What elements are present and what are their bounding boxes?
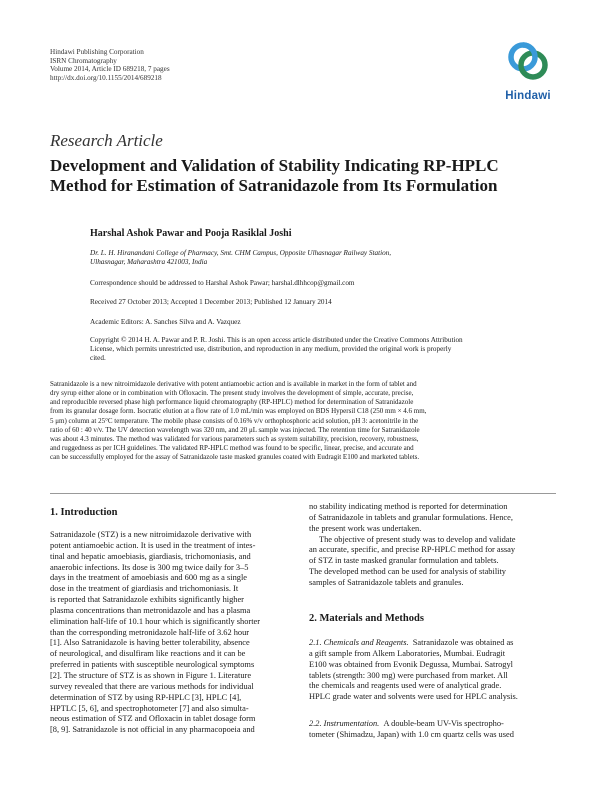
title-line: Method for Estimation of Satranidazole from Its Formulation [50, 176, 498, 195]
body-line: tablets (strength: 300 mg) were purchased from market. All [309, 670, 508, 680]
publisher-name: Hindawi Publishing Corporation [50, 48, 144, 56]
body-line: preferred in patients with susceptible neurological symptoms [50, 660, 255, 670]
body-line: Satranidazole (STZ) is a new nitroimidazole derivative with [50, 530, 252, 539]
body-line: an accurate, specific, and precise RP-HPLC method for assay [309, 545, 516, 555]
body-line [309, 638, 556, 649]
volume-info: Volume 2014, Article ID 689218, 7 pages [50, 65, 170, 74]
body-line: [2]. The structure of STZ is as shown in Figure 1. Literature [50, 670, 252, 680]
abstract-line: from its granular dosage form. Isocratic elution at a flow rate of 1.0 mL/min was employed on BDS Hypersil C18 (250 mm × 4.6 mm, [50, 407, 427, 416]
title-line: Development and Validation of Stability Indicating RP-HPLC [50, 156, 499, 175]
body-line: [1]. Also Satranidazole is having better tolerability, absence [50, 638, 250, 648]
subsection-heading: 2.2. Instrumentation. [309, 719, 380, 728]
introduction-body [50, 530, 295, 736]
body-line: a gift sample from Alkem Laboratories, Mumbai. Eudragit [309, 648, 506, 658]
body-line: samples of Satranidazole tablets and granules. [309, 577, 464, 587]
body-line: than the corresponding metronidazole half-life of 3.62 hour [50, 627, 250, 637]
chemicals-reagents-section [309, 638, 556, 703]
copyright-notice [90, 336, 560, 363]
abstract-line: ratio of 60 : 40 v/v. The UV detection wavelength was 320 nm, and 20 μL sample was injected. The retention time for Satranidazole [50, 425, 420, 434]
author-list: Harshal Ashok Pawar and Pooja Rasiklal Joshi [90, 228, 292, 239]
copyright-line: Copyright © 2014 H. A. Pawar and P. R. Joshi. This is an open access article distributed under the Creative Commons Attribution [90, 336, 463, 344]
right-column-intro [309, 502, 556, 589]
body-line: is reported that Satranidazole exhibits significantly higher [50, 595, 244, 605]
academic-editors: Academic Editors: A. Sanches Silva and A. Vazquez [90, 318, 241, 326]
abstract-line: and reproducible reversed phase high performance liquid chromatography (RP-HPLC) method for determination of Satranidazole [50, 398, 414, 407]
body-line: elimination half-life of 10.1 hour which is significantly shorter [50, 616, 261, 626]
body-line: The objective of present study was to develop and validate [319, 534, 516, 544]
body-line: no stability indicating method is reported for determination [309, 502, 508, 511]
body-line: HPTLC [5, 6], and spectrophotometer [7] and also simulta- [50, 703, 249, 713]
body-line: of Satranidazole in tablets and granular formulations. Hence, [309, 512, 513, 522]
affiliation-line: Ulhasnagar, Maharashtra 421003, India [90, 258, 208, 266]
correspondence: Correspondence should be addressed to Harshal Ashok Pawar; harshal.dlhhcop@gmail.com [90, 279, 355, 287]
introduction-heading: 1. Introduction [50, 507, 118, 518]
abstract [50, 380, 570, 462]
body-line: The developed method can be used for analysis of stability [309, 567, 506, 577]
body-line: survey revealed that there are various methods for individual [50, 681, 254, 691]
body-line: dose in the treatment of giardiasis and trichomoniasis. It [50, 584, 239, 594]
materials-methods-heading: 2. Materials and Methods [309, 613, 424, 624]
body-line: days in the treatment of amoebiasis and 600 mg as a single [50, 573, 247, 583]
abstract-line: can be successfully employed for the assay of Satranidazole taste masked granules coated with Eudragit E100 and marketed tablets. [50, 453, 420, 462]
body-line: tometer (Shimadzu, Japan) with 1.0 cm quartz cells was used [309, 729, 514, 739]
body-line: the present work was undertaken. [309, 523, 422, 533]
paper-title [50, 156, 570, 196]
logo-wordmark: Hindawi [505, 90, 551, 102]
body-line: E100 was obtained from Evonik Degussa, Mumbai. Satrogyl [309, 659, 513, 669]
body-line: determination of STZ by using RP-HPLC [3], HPLC [4], [50, 692, 242, 702]
abstract-line: Satranidazole is a new nitroimidazole derivative with potent antiamoebic action and is available in market in the form of tablet and [50, 380, 417, 388]
body-line [309, 719, 556, 730]
body-line: plasma concentrations than metronidazole and has a plasma [50, 605, 251, 615]
body-line: potent antiamoebic action. It is used in the treatment of intes- [50, 540, 256, 550]
body-line: HPLC grade water and solvents were used for HPLC analysis. [309, 692, 518, 702]
body-line-text: Satranidazole was obtained as [412, 638, 514, 647]
abstract-line: and ruggedness as per ICH guidelines. The validated RP-HPLC method was found to be specific, linear, precise, and accurate and [50, 444, 414, 453]
abstract-line: dry syrup either alone or in combination with Ofloxacin. The present study involves the development of simple, accurate, precise, [50, 389, 414, 398]
journal-name: ISRN Chromatography [50, 56, 117, 65]
hindawi-logo-icon [502, 34, 554, 88]
body-line-text: A double-beam UV-Vis spectropho- [383, 719, 504, 728]
affiliation [90, 249, 510, 267]
body-line: neous estimation of STZ and Ofloxacin in tablet dosage form [50, 714, 256, 724]
journal-header [50, 48, 170, 82]
body-line: anaerobic infections. Its dose is 300 mg twice daily for 3–5 [50, 562, 249, 572]
instrumentation-section [309, 719, 556, 741]
copyright-line: cited. [90, 354, 106, 362]
subsection-heading: 2.1. Chemicals and Reagents. [309, 638, 409, 647]
abstract-line: was about 4.3 minutes. The method was validated for various parameters such as system suitability, precision, recovery, robustness, [50, 434, 419, 443]
copyright-line: License, which permits unrestricted use, distribution, and reproduction in any medium, provided the original work is properly [90, 345, 452, 353]
body-line: of STZ in taste masked granular formulation and tablets. [309, 556, 499, 566]
body-line: of neurological, and disulfiram like reactions and it can be [50, 649, 246, 659]
article-type: Research Article [50, 131, 163, 150]
body-line: tinal and hepatic amoebiasis, giardiasis, trichomoniasis, and [50, 551, 251, 561]
affiliation-line: Dr. L. H. Hiranandani College of Pharmacy, Smt. CHM Campus, Opposite Ulhasnagar Railway Station, [90, 249, 392, 257]
doi-link[interactable]: http://dx.doi.org/10.1155/2014/689218 [50, 73, 162, 82]
publication-dates: Received 27 October 2013; Accepted 1 December 2013; Published 12 January 2014 [90, 298, 332, 306]
hindawi-logo [502, 34, 554, 104]
body-line: [8, 9]. Satranidazole is not official in any pharmacopoeia and [50, 725, 255, 735]
section-divider [50, 493, 556, 494]
body-line: the chemicals and reagents used were of analytical grade. [309, 681, 502, 691]
abstract-line: 5 μm) column at 25°C temperature. The mobile phase consists of 0.16% v/v orthophosphoric acid solution, pH 3: acetonitrile in the [50, 416, 419, 425]
